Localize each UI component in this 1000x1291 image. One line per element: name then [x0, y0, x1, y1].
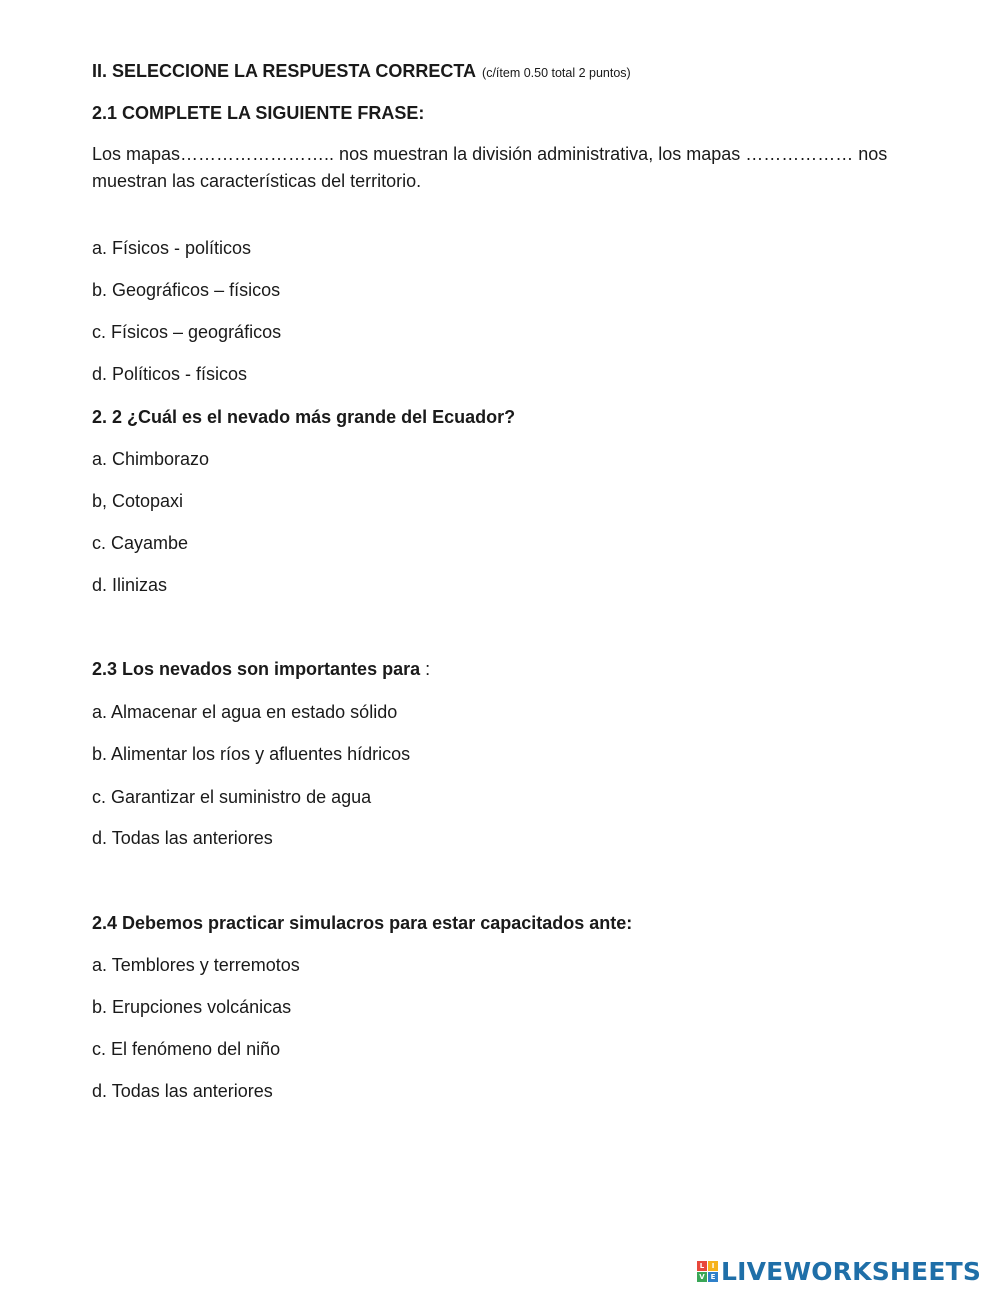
question-2-1-title: 2.1 COMPLETE LA SIGUIENTE FRASE: [92, 103, 425, 123]
logo-mark-letter-e: E [708, 1272, 718, 1282]
question-2-2-option-b[interactable]: b, Cotopaxi [92, 491, 184, 511]
question-2-1-option-d[interactable]: d. Políticos - físicos [92, 364, 248, 384]
section-title [92, 60, 631, 84]
question-2-3-title [92, 658, 430, 680]
points-note: (c/ítem 0.50 total 2 puntos) [482, 66, 631, 80]
question-2-2-option-d[interactable]: d. Ilinizas [92, 575, 168, 595]
question-2-2-title: 2. 2 ¿Cuál es el nevado más grande del Ecuador? [92, 407, 516, 427]
liveworksheets-logo-text: LIVEWORKSHEETS [721, 1256, 982, 1286]
question-2-3-option-c[interactable]: c. Garantizar el suministro de agua [92, 787, 372, 807]
question-2-3-title-text: 2.3 Los nevados son importantes para [92, 659, 421, 679]
question-2-4-title: 2.4 Debemos practicar simulacros para estar capacitados ante: [92, 913, 633, 933]
question-2-4-option-d[interactable]: d. Todas las anteriores [92, 1081, 273, 1101]
question-2-3-title-suffix: : [420, 659, 431, 679]
question-2-2-option-a[interactable]: a. Chimborazo [92, 449, 210, 469]
question-2-2-option-c[interactable]: c. Cayambe [92, 533, 189, 553]
question-2-1-option-b[interactable]: b. Geográficos – físicos [92, 280, 281, 300]
liveworksheets-logo [697, 1256, 981, 1286]
question-2-4-option-c[interactable]: c. El fenómeno del niño [92, 1039, 281, 1059]
logo-mark-letter-v: V [697, 1272, 707, 1282]
section-title-text: II. SELECCIONE LA RESPUESTA CORRECTA [92, 61, 477, 81]
question-2-1-option-c[interactable]: c. Físicos – geográficos [92, 322, 282, 342]
question-2-1-option-a[interactable]: a. Físicos - políticos [92, 238, 252, 258]
logo-mark-letter-i: I [708, 1261, 718, 1271]
question-2-4-option-b[interactable]: b. Erupciones volcánicas [92, 997, 292, 1017]
liveworksheets-logo-mark [697, 1261, 718, 1282]
question-2-1-text: Los mapas…………………….. nos muestran la división administrativa, los mapas ……………… nos muestran las características del territorio. [92, 144, 888, 191]
question-2-3-option-b[interactable]: b. Alimentar los ríos y afluentes hídricos [92, 744, 411, 764]
question-2-4-option-a[interactable]: a. Temblores y terremotos [92, 955, 300, 975]
logo-mark-letter-l: L [697, 1261, 707, 1271]
question-2-3-option-a[interactable]: a. Almacenar el agua en estado sólido [92, 702, 398, 722]
question-2-3-option-d[interactable]: d. Todas las anteriores [92, 828, 273, 848]
